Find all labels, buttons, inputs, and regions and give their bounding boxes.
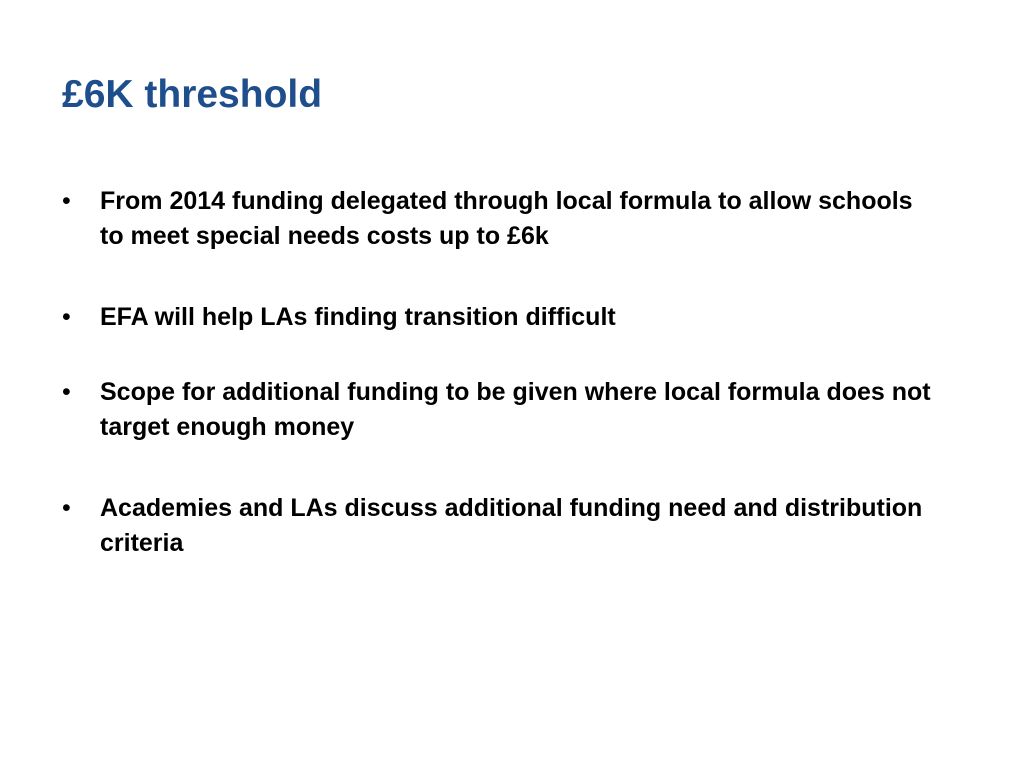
bullet-text: From 2014 funding delegated through local formula to allow schools to meet special needs costs up to £6k: [100, 187, 913, 250]
bullet-text: EFA will help LAs finding transition difficult: [100, 303, 616, 331]
bullet-item: [62, 491, 942, 561]
bullet-item: [62, 184, 942, 254]
bullet-text: Scope for additional funding to be given where local formula does not target enough money: [100, 378, 931, 441]
bullet-list: [62, 184, 942, 607]
bullet-item: [62, 375, 942, 445]
bullet-icon: •: [62, 187, 71, 215]
bullet-icon: •: [62, 494, 71, 522]
bullet-text: Academies and LAs discuss additional funding need and distribution criteria: [100, 494, 923, 557]
bullet-icon: •: [62, 378, 71, 406]
bullet-item: [62, 300, 942, 335]
bullet-icon: •: [62, 303, 71, 331]
slide-title: £6K threshold: [62, 73, 323, 116]
